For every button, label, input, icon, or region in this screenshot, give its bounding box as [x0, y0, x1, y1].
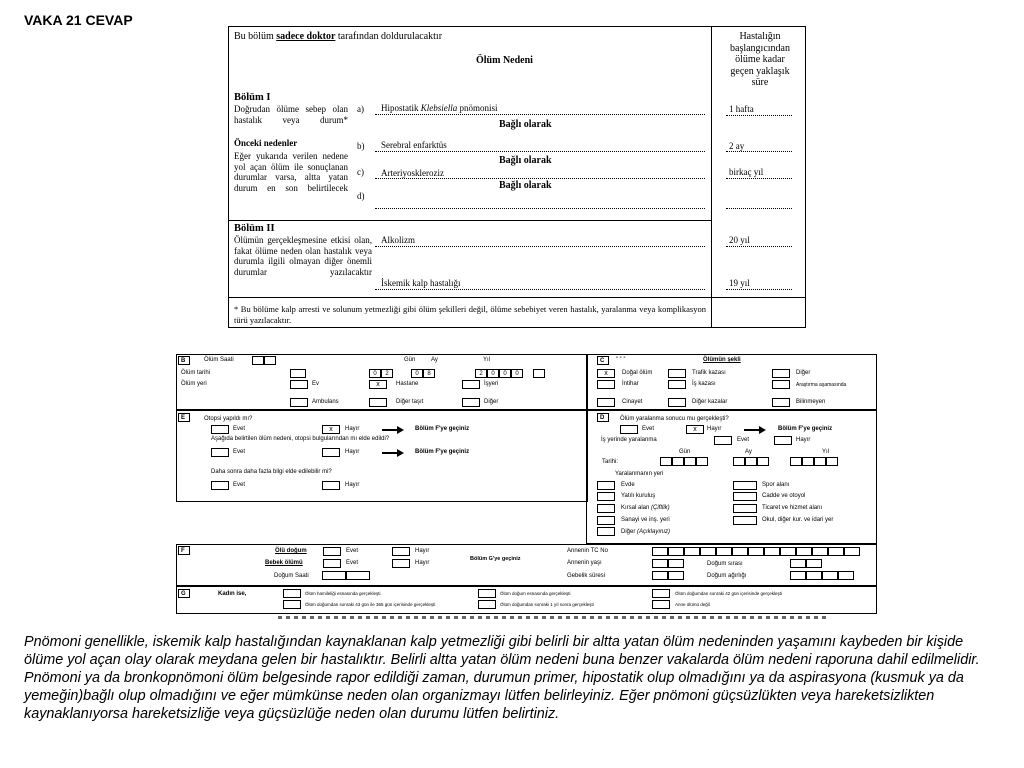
bulgu-evet-label: Evet	[233, 449, 246, 455]
arastirma-label: Araştırma aşamasında	[796, 382, 847, 388]
anne-yasi-label: Annenin yaşı	[567, 560, 602, 566]
yaralanma-evet-checkbox[interactable]	[620, 425, 638, 434]
cause-c: Arteriyoskleroziz	[381, 168, 444, 178]
diger-kazalar-label: Diğer kazalar	[692, 399, 728, 405]
part2-cause-2: İskemik kalp hastalığı	[381, 278, 461, 288]
yaralanma-evet-label: Evet	[642, 426, 655, 432]
tc-cell[interactable]	[796, 547, 812, 556]
doctor-only-note: Bu bölüm sadece doktor tarafından doldurulacaktır	[234, 31, 443, 42]
date-digit[interactable]: 2	[475, 369, 487, 378]
d-date-cell[interactable]	[802, 457, 814, 466]
part2-cause-1: Alkolizm	[381, 235, 415, 245]
agirlik-cell[interactable]	[806, 571, 822, 580]
g-o2-label: Ölüm doğum esnasında gerçekleşti	[500, 591, 571, 596]
ev-checkbox[interactable]	[290, 380, 308, 389]
cause-a: Hipostatik Klebsiella pnömonisi	[381, 103, 498, 113]
olu-dogum-hayir-checkbox[interactable]	[392, 547, 410, 556]
cinayet-checkbox[interactable]	[597, 398, 615, 407]
section-f-label: F	[178, 546, 190, 555]
yaralanma-hayir-label: Hayır	[707, 426, 722, 432]
g-o3-label: Ölüm doğumdan sonraki 42 gün içerisinde gerçekleşti	[675, 591, 783, 596]
anne-tc-label: Annenin TC No	[567, 548, 608, 554]
evde-label: Evde	[621, 482, 635, 488]
gun-label: Gün	[404, 357, 416, 363]
yatili-checkbox[interactable]	[597, 492, 615, 501]
tc-cell[interactable]	[780, 547, 796, 556]
date-digit[interactable]: 0	[487, 369, 499, 378]
d-date-cell[interactable]	[745, 457, 757, 466]
bilinmeyen-checkbox[interactable]	[772, 398, 790, 407]
date-digit[interactable]: 0	[499, 369, 511, 378]
yaralanma-yeri-label: Yaralanmanın yeri	[615, 471, 664, 477]
part2-description: Ölümün gerçekleşmesine etkisi olan, fakat ölüme neden olan hastalık veya durumla ilgili olmayan diğer önemli durumlar yazılacaktır	[234, 235, 372, 277]
section-e	[176, 410, 588, 502]
bebek-evet-checkbox[interactable]	[323, 559, 341, 568]
tc-cell[interactable]	[668, 547, 684, 556]
kadin-ise-label: Kadın ise,	[218, 591, 247, 597]
g-o3-checkbox[interactable]	[652, 589, 670, 598]
cause-of-death-table	[228, 26, 806, 328]
diger-kazalar-checkbox[interactable]	[668, 398, 686, 407]
d-date-cell[interactable]	[684, 457, 696, 466]
trafik-label: Trafik kazası	[692, 370, 726, 376]
evde-checkbox[interactable]	[597, 481, 615, 490]
yaralanma-question: Ölüm yaralanma sonucu mu gerçekleşti?	[620, 416, 729, 422]
yatili-label: Yatılı kuruluş	[621, 493, 656, 499]
bebek-olumu-label: Bebek ölümü	[265, 560, 303, 566]
gebelik-cell[interactable]	[668, 571, 684, 580]
dogal-olum-label: Doğal ölüm	[622, 370, 653, 376]
linked-1: Bağlı olarak	[499, 119, 552, 130]
section-d-label: D	[597, 413, 609, 422]
tc-cell[interactable]	[684, 547, 700, 556]
olum-yeri-label: Ölüm yeri	[181, 381, 207, 387]
d-date-cell[interactable]	[757, 457, 769, 466]
gebelik-suresi-label: Gebelik süresi	[567, 573, 606, 579]
previous-causes-title: Önceki nedenler	[234, 138, 298, 148]
sanayi-checkbox[interactable]	[597, 516, 615, 525]
diger-checkbox[interactable]	[462, 398, 480, 407]
dogum-saati-box[interactable]	[322, 571, 346, 580]
bilgi-hayir-checkbox[interactable]	[322, 481, 340, 490]
dogum-sirasi-cell[interactable]	[790, 559, 806, 568]
part2-title: Bölüm II	[234, 223, 275, 234]
bilinmeyen-label: Bilinmeyen	[796, 399, 826, 405]
bebek-hayir-label: Hayır	[415, 560, 430, 566]
duration-b: 2 ay	[729, 141, 745, 151]
otopsi-evet-checkbox[interactable]	[211, 425, 229, 434]
tc-cell[interactable]	[764, 547, 780, 556]
yil-label: Yıl	[483, 357, 491, 363]
cadde-label: Cadde ve otoyol	[762, 493, 806, 499]
agirlik-cell[interactable]	[822, 571, 838, 580]
olu-dogum-evet-label: Evet	[346, 548, 359, 554]
g-o6-checkbox[interactable]	[652, 600, 670, 609]
diger-label: Diğer	[484, 399, 499, 405]
intihar-checkbox[interactable]	[597, 380, 615, 389]
otopsi-evet-label: Evet	[233, 426, 246, 432]
bebek-hayir-checkbox[interactable]	[392, 559, 410, 568]
diger-tasit-label: Diğer taşıt	[396, 399, 424, 405]
tc-cell[interactable]	[748, 547, 764, 556]
olu-dogum-hayir-label: Hayır	[415, 548, 430, 554]
dogum-sirasi-label: Doğum sırası	[707, 561, 743, 567]
d-date-cell[interactable]	[814, 457, 826, 466]
dogal-olum-checkbox[interactable]: x	[597, 369, 615, 378]
is-yerinde-evet-checkbox[interactable]	[714, 436, 732, 445]
d-yil-label: Yıl	[822, 449, 830, 455]
olum-saati-cell[interactable]	[252, 356, 264, 365]
tc-cell[interactable]	[732, 547, 748, 556]
dogum-agirligi-label: Doğum ağırlığı	[707, 573, 747, 579]
g-o1-checkbox[interactable]	[283, 589, 301, 598]
kirsal-label: Kırsal alan (Çiftlik)	[621, 505, 670, 511]
bebek-evet-label: Evet	[346, 560, 359, 566]
otopsi-question: Otopsi yapıldı mı?	[204, 416, 253, 422]
tc-cell[interactable]	[828, 547, 844, 556]
section-c-label: C	[597, 356, 609, 365]
olum-tarihi-label: Ölüm tarihi	[181, 370, 211, 376]
cadde-checkbox[interactable]	[733, 492, 757, 501]
date-digit[interactable]: 0	[411, 369, 423, 378]
dogum-saati-box[interactable]	[346, 571, 370, 580]
d-ay-label: Ay	[745, 449, 752, 455]
c-diger-label: Diğer	[796, 370, 811, 376]
row-letter-a: a)	[357, 104, 364, 114]
olu-dogum-evet-checkbox[interactable]	[323, 547, 341, 556]
d-bolum-f-note: Bölüm F'ye geçiniz	[778, 426, 833, 432]
d-tarihi-label: Tarihi:	[602, 459, 619, 465]
g-o2-checkbox[interactable]	[478, 589, 496, 598]
duration-header: Hastalığın başlangıcından ölüme kadar geçen yaklaşık süre	[730, 31, 790, 88]
footnote: * Bu bölüme kalp arresti ve solunum yetmezliği gibi ölüm şekilleri değil, ölüme sebebiyet veren hastalık, yaralanma veya komplikasyon türü yazılacaktır.	[234, 304, 706, 325]
ay-label: Ay	[431, 357, 438, 363]
okul-checkbox[interactable]	[733, 516, 757, 525]
gebelik-cell[interactable]	[652, 571, 668, 580]
d-date-cell[interactable]	[660, 457, 672, 466]
olu-dogum-label: Ölü doğum	[275, 548, 307, 554]
d-date-cell[interactable]	[826, 457, 838, 466]
intihar-label: İntihar	[622, 381, 639, 387]
hastane-label: Hastane	[396, 381, 419, 387]
bolum-f-note: Bölüm F'ye geçiniz	[415, 426, 470, 432]
date-digit[interactable]: 2	[381, 369, 393, 378]
arrow-icon	[382, 452, 398, 454]
date-digit[interactable]: 0	[511, 369, 523, 378]
d-diger-checkbox[interactable]	[597, 527, 615, 536]
bulgu-hayir-checkbox[interactable]	[322, 448, 340, 457]
g-o4-checkbox[interactable]	[283, 600, 301, 609]
g-o5-label: Ölüm doğumdan sonraki 1 yıl sonra gerçekleşti	[500, 602, 594, 607]
section-b-label: B	[178, 356, 190, 365]
is-kazasi-label: İş kazası	[692, 381, 716, 387]
explanation-paragraph: Pnömoni genellikle, iskemik kalp hastalığından kaynaklanan kalp yetmezliği gibi belirli bir altta yatan ölüm nedeninden yaşamını kaybeden bir kişide ölüme yol açan olay olarak meydana gelen bir hastalıktır. Belirli altta yatan ölüm nedeni buna benzer vakalarda ölüm nedeni raporuna dahil edilmelidir. Pnömoni ya da bronkopnömoni ölüm belgesinde rapor edildiği zaman, durumun primer, hipostatik olup olmadığını ya da aspirasyona (kusmuk ya da yemeğin)bağlı olup olmadığını ve eğer mümkünse neden olan organizmayı lütfen belirleyiniz. Eğer pnömoni güçsüzlükten veya hareketsizlikten kaynaklanıyorsa hareketsizliğe veya güçsüzlüğe neden olan durumu lütfen belirtiniz.	[24, 634, 980, 722]
bilgi-evet-label: Evet	[233, 482, 246, 488]
bulgu-hayir-label: Hayır	[345, 449, 360, 455]
bilgi-hayir-label: Hayır	[345, 482, 360, 488]
d-date-cell[interactable]	[696, 457, 708, 466]
bolum-g-note: Bölüm G'ye geçiniz	[470, 556, 521, 562]
g-o5-checkbox[interactable]	[478, 600, 496, 609]
ambulans-label: Ambulans	[312, 399, 339, 405]
arastirma-checkbox[interactable]	[772, 380, 790, 389]
sanayi-label: Sanayi ve inş. yeri	[621, 517, 670, 523]
duration-a: 1 hafta	[729, 104, 754, 114]
part2-duration-2: 19 yıl	[729, 278, 750, 288]
slide-title: VAKA 21 CEVAP	[24, 12, 133, 28]
is-kazasi-checkbox[interactable]	[668, 380, 686, 389]
row-letter-d: d)	[357, 191, 365, 201]
d-gun-label: Gün	[679, 449, 691, 455]
kirsal-checkbox[interactable]	[597, 504, 615, 513]
ticaret-checkbox[interactable]	[733, 504, 757, 513]
tc-cell[interactable]	[812, 547, 828, 556]
g-o6-label: Anne ölümü değil	[675, 602, 710, 607]
arrow-icon	[744, 429, 760, 431]
hastane-checkbox[interactable]: x	[369, 380, 387, 389]
is-yerinde-hayir-checkbox[interactable]	[774, 436, 792, 445]
agirlik-cell[interactable]	[790, 571, 806, 580]
agirlik-cell[interactable]	[838, 571, 854, 580]
cause-b: Serebral enfarktüs	[381, 140, 447, 150]
previous-causes-description: Eğer yukarıda verilen nedene yol açan ölüm ile sonuçlanan durumlar varsa, altta yatan durum en son belirtilecek	[234, 151, 348, 193]
isyeri-checkbox[interactable]	[462, 380, 480, 389]
ev-label: Ev	[312, 381, 320, 387]
date-digit[interactable]: 0	[369, 369, 381, 378]
duration-c: birkaç yıl	[729, 167, 764, 177]
linked-2: Bağlı olarak	[499, 155, 552, 166]
tc-cell[interactable]	[844, 547, 860, 556]
d-date-cell[interactable]	[790, 457, 802, 466]
tc-cell[interactable]	[716, 547, 732, 556]
bulgu-evet-checkbox[interactable]	[211, 448, 229, 457]
otopsi-hayir-checkbox[interactable]: x	[322, 425, 340, 434]
part1-title: Bölüm I	[234, 92, 271, 103]
death-cause-heading: Ölüm Nedeni	[476, 55, 533, 66]
part2-duration-1: 20 yıl	[729, 235, 750, 245]
is-yerinde-label: İş yerinde yaralanma	[601, 437, 657, 443]
section-c-dashes: - - -	[616, 355, 626, 361]
section-g-label: G	[178, 589, 190, 598]
dogum-sirasi-cell[interactable]	[806, 559, 822, 568]
ticaret-label: Ticaret ve hizmet alanı	[762, 505, 823, 511]
g-o4-label: Ölüm doğumdan sonraki 43 gün ile 365 gün içerisinde gerçekleşti	[305, 602, 436, 607]
c-diger-checkbox[interactable]	[772, 369, 790, 378]
otopsi-hayir-label: Hayır	[345, 426, 360, 432]
anne-yasi-cell[interactable]	[668, 559, 684, 568]
olum-saati-label: Ölüm Saati	[204, 357, 234, 363]
part1-description: Doğrudan ölüme sebep olan hastalık veya durum*	[234, 104, 348, 125]
diger-tasit-checkbox[interactable]	[369, 398, 387, 407]
linked-3: Bağlı olarak	[499, 180, 552, 191]
date-digit[interactable]: 8	[423, 369, 435, 378]
tc-cell[interactable]	[700, 547, 716, 556]
section-e-label: E	[178, 413, 190, 422]
ambulans-checkbox[interactable]	[290, 398, 308, 407]
isyeri-label: İşyeri	[484, 381, 499, 387]
olumun-sekli-title: Ölümün şekli	[703, 357, 741, 363]
otopsi-bulgu-question: Aşağıda belirtilen ölüm nedeni, otopsi bulgularından mı elde edildi?	[211, 436, 390, 442]
row-letter-b: b)	[357, 141, 365, 151]
daha-fazla-bilgi-question: Daha sonra daha fazla bilgi elde edilebilir mi?	[211, 469, 332, 475]
yaralanma-hayir-checkbox[interactable]: x	[686, 425, 704, 434]
olum-tarihi-box[interactable]	[290, 369, 306, 378]
date-digit[interactable]	[533, 369, 545, 378]
okul-label: Okul, diğer kur. ve idari yer	[762, 517, 834, 523]
trafik-checkbox[interactable]	[668, 369, 686, 378]
anne-yasi-cell[interactable]	[652, 559, 668, 568]
is-yerinde-evet-label: Evet	[737, 437, 750, 443]
bilgi-evet-checkbox[interactable]	[211, 481, 229, 490]
is-yerinde-hayir-label: Hayır	[796, 437, 811, 443]
d-date-cell[interactable]	[672, 457, 684, 466]
d-date-cell[interactable]	[733, 457, 745, 466]
bolum-f-note: Bölüm F'ye geçiniz	[415, 449, 470, 455]
dogum-saati-label: Doğum Saati	[274, 573, 309, 579]
spor-label: Spor alanı	[762, 482, 790, 488]
g-o1-label: Ölüm hamileliği esnasında gerçekleşti	[305, 591, 381, 596]
arrow-icon	[382, 429, 398, 431]
row-letter-c: c)	[357, 167, 364, 177]
spor-checkbox[interactable]	[733, 481, 757, 490]
d-diger-label: Diğer (Açıklayınız)	[621, 529, 671, 535]
olum-saati-cell[interactable]	[264, 356, 276, 365]
cinayet-label: Cinayet	[622, 399, 643, 405]
cropped-edge	[278, 616, 828, 619]
tc-cell[interactable]	[652, 547, 668, 556]
